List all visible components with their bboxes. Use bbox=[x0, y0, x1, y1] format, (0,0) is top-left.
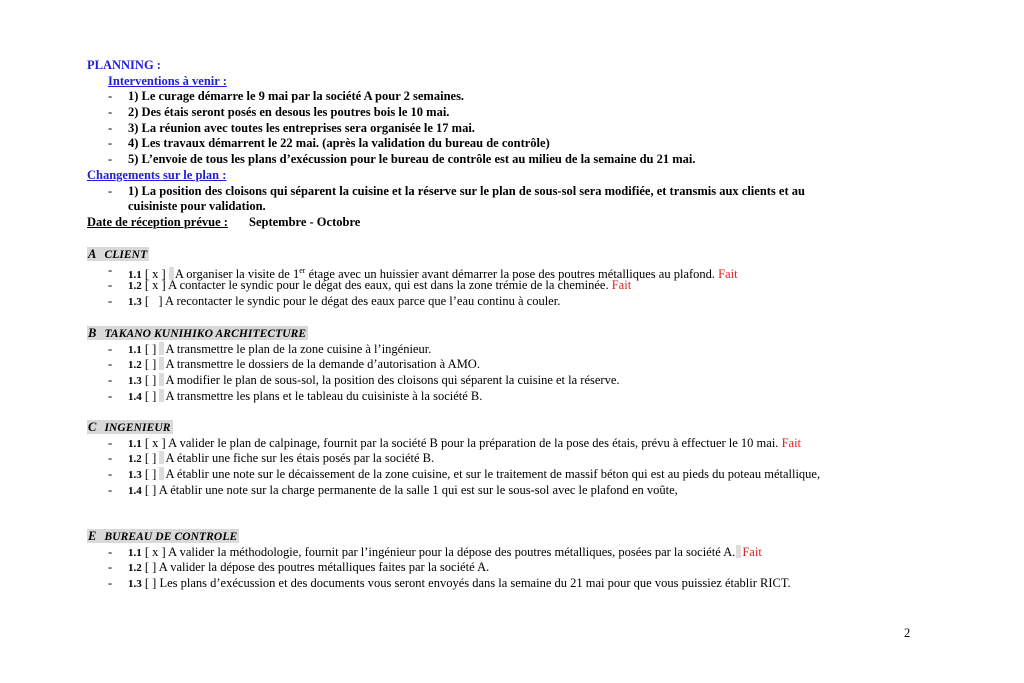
section-heading: E BUREAU DE CONTROLE bbox=[88, 529, 238, 543]
list-item: - 1.3 [ ] Les plans d’exécussion et des documents vous seront envoyés dans la semaine du 21 mai pour que vous puissiez établir RICT. bbox=[108, 576, 791, 591]
list-item: - 5) L’envoie de tous les plans d’exécussion pour le bureau de contrôle est au milieu de la semaine du 21 mai. bbox=[108, 152, 696, 167]
list-item: - 1.3 [ ] A recontacter le syndic pour le dégat des eaux parce que l’eau continu à couler. bbox=[108, 294, 561, 309]
section-heading: B TAKANO KUNIHIKO ARCHITECTURE bbox=[88, 326, 307, 340]
reception-value: Septembre - Octobre bbox=[249, 214, 361, 229]
list-item: - 1.1 [ x ] A organiser la visite de 1er étage avec un huissier avant démarrer la pose des poutres métalliques au plafond. Fait bbox=[108, 262, 738, 281]
reception-label: Date de réception prévue : bbox=[87, 214, 228, 229]
section-heading: C INGENIEUR bbox=[88, 420, 171, 434]
list-item: - 1.2 [ ] A valider la dépose des poutres métalliques faites par la société A. bbox=[108, 560, 490, 575]
section-client bbox=[0, 247, 1024, 310]
list-item: - 1.1 [ x ] A valider la méthodologie, fournit par l’ingénieur pour la dépose des poutres métalliques, posées par la société A. Fait bbox=[108, 544, 762, 559]
section-ingenieur bbox=[0, 420, 1024, 498]
list-item: - 1.2 [ x ] A contacter le syndic pour le dégat des eaux, qui est dans la zone trémie de la cheminée. Fait bbox=[108, 278, 632, 293]
status-badge: Fait bbox=[781, 435, 802, 450]
list-item: - 2) Des étais seront posés en desous les poutres bois le 10 mai. bbox=[108, 105, 450, 120]
planning-block: PLANNING : Interventions à venir : - 1) Le curage démarre le 9 mai par la société A pour 2 semaines. - 2) Des étais seront posés en desous les poutres bois le 10 mai. - 3) La réunion avec toutes les entreprises sera organisée le 17 mai. - 4) Les travaux démarrent le 22 mai. (après la validation du bureau de contrôle) - 5) L’envoie de tous les plans d’exécussion pour le bureau de contrôle est au milieu de la semaine du 21 mai. Changements sur le plan : - 1) La position des cloisons qui séparent la cuisine et la réserve sur le plan de sous-sol sera modifiée, et transmis aux clients et au cuisiniste pour validation. Date de réception prévue : Septembre - Octobre bbox=[0, 58, 1024, 231]
status-badge: Fait bbox=[718, 266, 738, 281]
status-badge: Fait bbox=[611, 278, 632, 293]
list-item: - 1.4 [ ] A établir une note sur la charge permanente de la salle 1 qui est sur le sous-sol avec le plafond en voûte, bbox=[108, 482, 678, 497]
list-item: - 1.1 [ ] A transmettre le plan de la zone cuisine à l’ingénieur. bbox=[108, 341, 432, 356]
list-item: - 1.3 [ ] A modifier le plan de sous-sol, la position des cloisons qui séparent la cuisine et la réserve. bbox=[108, 373, 620, 388]
planning-title: PLANNING : bbox=[87, 58, 161, 72]
list-item: - 1.1 [ x ] A valider le plan de calpinage, fournit par la société B pour la préparation de la pose des étais, prévu à effectuer le 10 mai. Fait bbox=[108, 435, 802, 450]
list-item: - 1.2 [ ] A transmettre le dossiers de la demande d’autorisation à AMO. bbox=[108, 357, 480, 372]
list-item: - 1) Le curage démarre le 9 mai par la société A pour 2 semaines. bbox=[108, 89, 465, 104]
status-badge: Fait bbox=[742, 544, 762, 559]
list-item: - 1.4 [ ] A transmettre les plans et le tableau du cuisiniste à la société B. bbox=[108, 388, 483, 403]
list-item: - 4) Les travaux démarrent le 22 mai. (après la validation du bureau de contrôle) bbox=[108, 136, 550, 151]
section-heading: A CLIENT bbox=[88, 247, 148, 261]
list-item: - 1.2 [ ] A établir une fiche sur les étais posés par la société B. bbox=[108, 451, 435, 466]
reception-date bbox=[0, 215, 1024, 231]
list-item: - 3) La réunion avec toutes les entreprises sera organisée le 17 mai. bbox=[108, 120, 475, 135]
list-item: - 1) La position des cloisons qui séparent la cuisine et la réserve sur le plan de sous-sol sera modifiée, et transmis aux clients et au bbox=[108, 183, 805, 198]
section-architecture bbox=[0, 326, 1024, 404]
list-item: - 1.3 [ ] A établir une note sur le décaissement de la zone cuisine, et sur le traitement de massif béton qui est au pieds du poteau métallique, bbox=[108, 467, 821, 482]
page-number: 2 bbox=[904, 626, 911, 640]
section-bureau-controle bbox=[0, 529, 1024, 592]
changements-title: Changements sur le plan : bbox=[87, 167, 227, 182]
interventions-title: Interventions à venir : bbox=[108, 73, 227, 88]
